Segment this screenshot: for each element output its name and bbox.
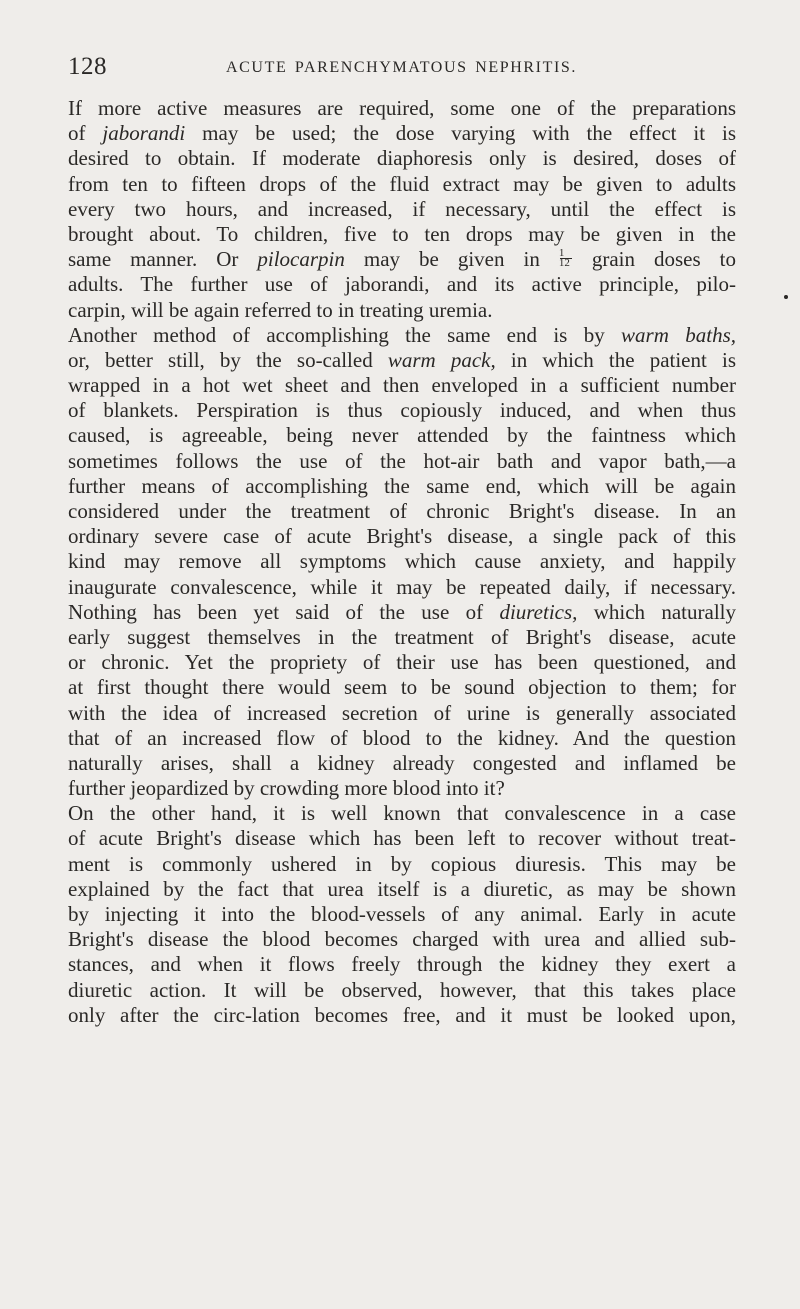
text-line: at first thought there would seem to be sound objection to them; for xyxy=(68,675,736,700)
running-head xyxy=(68,52,738,82)
text-line: naturally arises, shall a kidney already congested and inflamed be xyxy=(68,750,736,775)
text-line: every two hours, and increased, if necessary, until the effect is xyxy=(68,196,736,221)
text-line: sometimes follows the use of the hot-air bath and vapor bath,—a xyxy=(68,448,736,473)
italic-term: diuretics, xyxy=(499,599,578,624)
text-line: kind may remove all symptoms which cause anxiety, and happily xyxy=(68,549,736,574)
text-line: same manner. Or pilocarpin may be given in $\frac{1}{12}$ grain doses to xyxy=(68,247,736,272)
text-line: desired to obtain. If moderate diaphoresis only is desired, doses of xyxy=(68,146,736,171)
fraction-numerator: 1 xyxy=(558,247,565,260)
italic-term: warm pack, xyxy=(387,347,496,372)
text-line: or chronic. Yet the propriety of their use has been questioned, and xyxy=(68,650,736,675)
text-line: brought about. To children, five to ten drops may be given in the xyxy=(68,221,736,246)
text-line: diuretic action. It will be observed, however, that this takes place xyxy=(68,977,736,1002)
text-line: Bright's disease the blood becomes charged with urea and allied sub- xyxy=(68,927,736,952)
text-line: early suggest themselves in the treatment of Bright's disease, acute xyxy=(68,624,736,649)
text-line: with the idea of increased secretion of urine is generally associated xyxy=(68,700,736,725)
text-line: considered under the treatment of chronic Bright's disease. In an xyxy=(68,499,736,523)
fraction-denominator: 12 xyxy=(558,257,570,270)
text-line: of blankets. Perspiration is thus copiously induced, and when thus xyxy=(68,398,736,423)
text-line: or, better still, by the so-called warm pack, in which the patient is xyxy=(68,347,737,372)
text-line: inaugurate convalescence, while it may be repeated daily, if necessary. xyxy=(68,574,736,599)
text-line: wrapped in a hot wet sheet and then enveloped in a sufficient number xyxy=(68,373,736,398)
text-line: Nothing has been yet said of the use of diuretics, which naturally xyxy=(68,599,736,624)
text-line: of acute Bright's disease which has been left to recover without treat- xyxy=(68,826,736,851)
page-number: 128 xyxy=(68,53,107,80)
text-line: of jaborandi may be used; the dose varying with the effect it is xyxy=(68,121,737,146)
text-line: that of an increased flow of blood to the kidney. And the question xyxy=(68,725,736,750)
text-line: adults. The further use of jaborandi, and its active principle, pilo- xyxy=(68,272,736,297)
text-line: from ten to fifteen drops of the fluid extract may be given to adults xyxy=(68,171,736,196)
running-head-title: ACUTE PARENCHYMATOUS NEPHRITIS. xyxy=(226,59,577,76)
italic-term: jaborandi xyxy=(102,121,186,146)
text-line: explained by the fact that urea itself is a diuretic, as may be shown xyxy=(68,876,736,901)
text-line: further means of accomplishing the same end, which will be again xyxy=(68,473,736,498)
text-line: caused, is agreeable, being never attended by the faintness which xyxy=(68,423,736,448)
text-line: ment is commonly ushered in by copious diuresis. This may be xyxy=(68,851,736,876)
text-line: further jeopardized by crowding more blood into it? xyxy=(68,776,505,801)
text-line: stances, and when it flows freely through the kidney they exert a xyxy=(68,952,736,977)
fraction xyxy=(559,248,573,268)
text-line: only after the circ-lation becomes free, and it must be looked upon, xyxy=(68,1002,736,1027)
margin-speck xyxy=(784,295,788,299)
italic-term: pilocarpin xyxy=(257,247,345,272)
text-line: If more active measures are required, some one of the preparations xyxy=(68,96,736,120)
text-line: ordinary severe case of acute Bright's disease, a single pack of this xyxy=(68,524,736,549)
italic-term: warm baths, xyxy=(621,322,736,347)
text-line: by injecting it into the blood-vessels of any animal. Early in acute xyxy=(68,902,736,926)
text-line: On the other hand, it is well known that convalescence in a case xyxy=(68,801,736,826)
body-text xyxy=(68,96,736,1028)
text-line: Another method of accomplishing the same end is by warm baths, xyxy=(68,322,736,347)
text-line: carpin, will be again referred to in treating uremia. xyxy=(68,297,493,322)
